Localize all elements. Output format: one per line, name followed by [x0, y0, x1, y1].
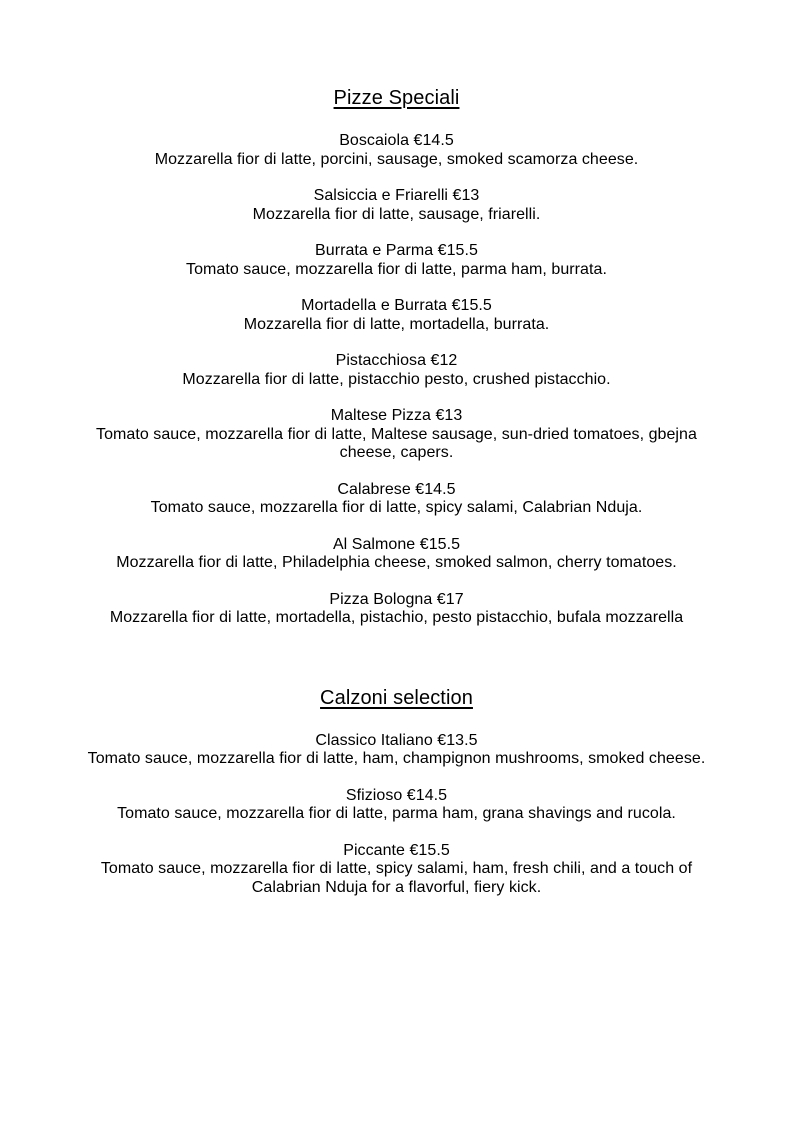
section-heading-calzoni-selection: Calzoni selection — [320, 686, 473, 709]
menu-item-name: Classico Italiano €13.5 — [315, 731, 478, 749]
menu-section-calzoni-selection — [73, 686, 721, 898]
menu-item-description: Tomato sauce, mozzarella fior di latte, spicy salami, ham, fresh chili, and a touch of Calabrian Nduja for a flavorful, fiery kick. — [100, 860, 693, 896]
menu-item-name: Mortadella e Burrata €15.5 — [301, 297, 492, 314]
menu-item-name: Al Salmone €15.5 — [332, 535, 461, 553]
menu-item-description: Mozzarella fior di latte, mortadella, pistachio, pesto pistacchio, bufala mozzarella — [109, 609, 684, 626]
menu-item-description: Mozzarella fior di latte, mortadella, burrata. — [243, 315, 550, 333]
menu-item-description: Tomato sauce, mozzarella fior di latte, spicy salami, Calabrian Nduja. — [150, 499, 643, 516]
menu-item-description: Tomato sauce, mozzarella fior di latte, parma ham, burrata. — [186, 260, 607, 278]
menu-item-name: Boscaiola €14.5 — [339, 132, 454, 149]
menu-item — [73, 536, 721, 573]
menu-item-name: Pizza Bologna €17 — [329, 590, 464, 608]
menu-item-name: Piccante €15.5 — [343, 841, 450, 859]
menu-item-name: Maltese Pizza €13 — [330, 407, 463, 424]
section-heading-pizze-speciali: Pizze Speciali — [333, 87, 460, 109]
menu-item — [73, 407, 721, 463]
menu-item-description: Mozzarella fior di latte, porcini, sausage, smoked scamorza cheese. — [154, 150, 639, 168]
menu-content — [73, 86, 721, 897]
menu-item — [73, 481, 721, 518]
menu-item — [73, 787, 721, 824]
menu-section-pizze-speciali — [73, 86, 721, 628]
menu-item-description: Tomato sauce, mozzarella fior di latte, ham, champignon mushrooms, smoked cheese. — [87, 750, 706, 767]
menu-item — [73, 297, 721, 334]
menu-item-name: Salsiccia e Friarelli €13 — [313, 187, 480, 204]
menu-item — [73, 187, 721, 224]
menu-item — [73, 352, 721, 389]
menu-item — [73, 242, 721, 279]
menu-item — [73, 591, 721, 628]
menu-item-description: Mozzarella fior di latte, pistacchio pesto, crushed pistacchio. — [182, 370, 611, 388]
menu-item-name: Burrata e Parma €15.5 — [315, 242, 478, 259]
menu-item — [73, 132, 721, 169]
menu-item-description: Tomato sauce, mozzarella fior di latte, Maltese sausage, sun-dried tomatoes, gbejna cheese, capers. — [96, 425, 697, 461]
menu-item-name: Calabrese €14.5 — [337, 480, 456, 498]
menu-item-name: Pistacchiosa €12 — [335, 352, 458, 369]
menu-item-name: Sfizioso €14.5 — [345, 786, 448, 804]
menu-item — [73, 732, 721, 769]
menu-item-description: Tomato sauce, mozzarella fior di latte, parma ham, grana shavings and rucola. — [117, 805, 676, 822]
menu-item-description: Mozzarella fior di latte, sausage, friarelli. — [252, 205, 541, 223]
menu-item — [73, 842, 721, 898]
menu-item-description: Mozzarella fior di latte, Philadelphia cheese, smoked salmon, cherry tomatoes. — [116, 554, 677, 571]
